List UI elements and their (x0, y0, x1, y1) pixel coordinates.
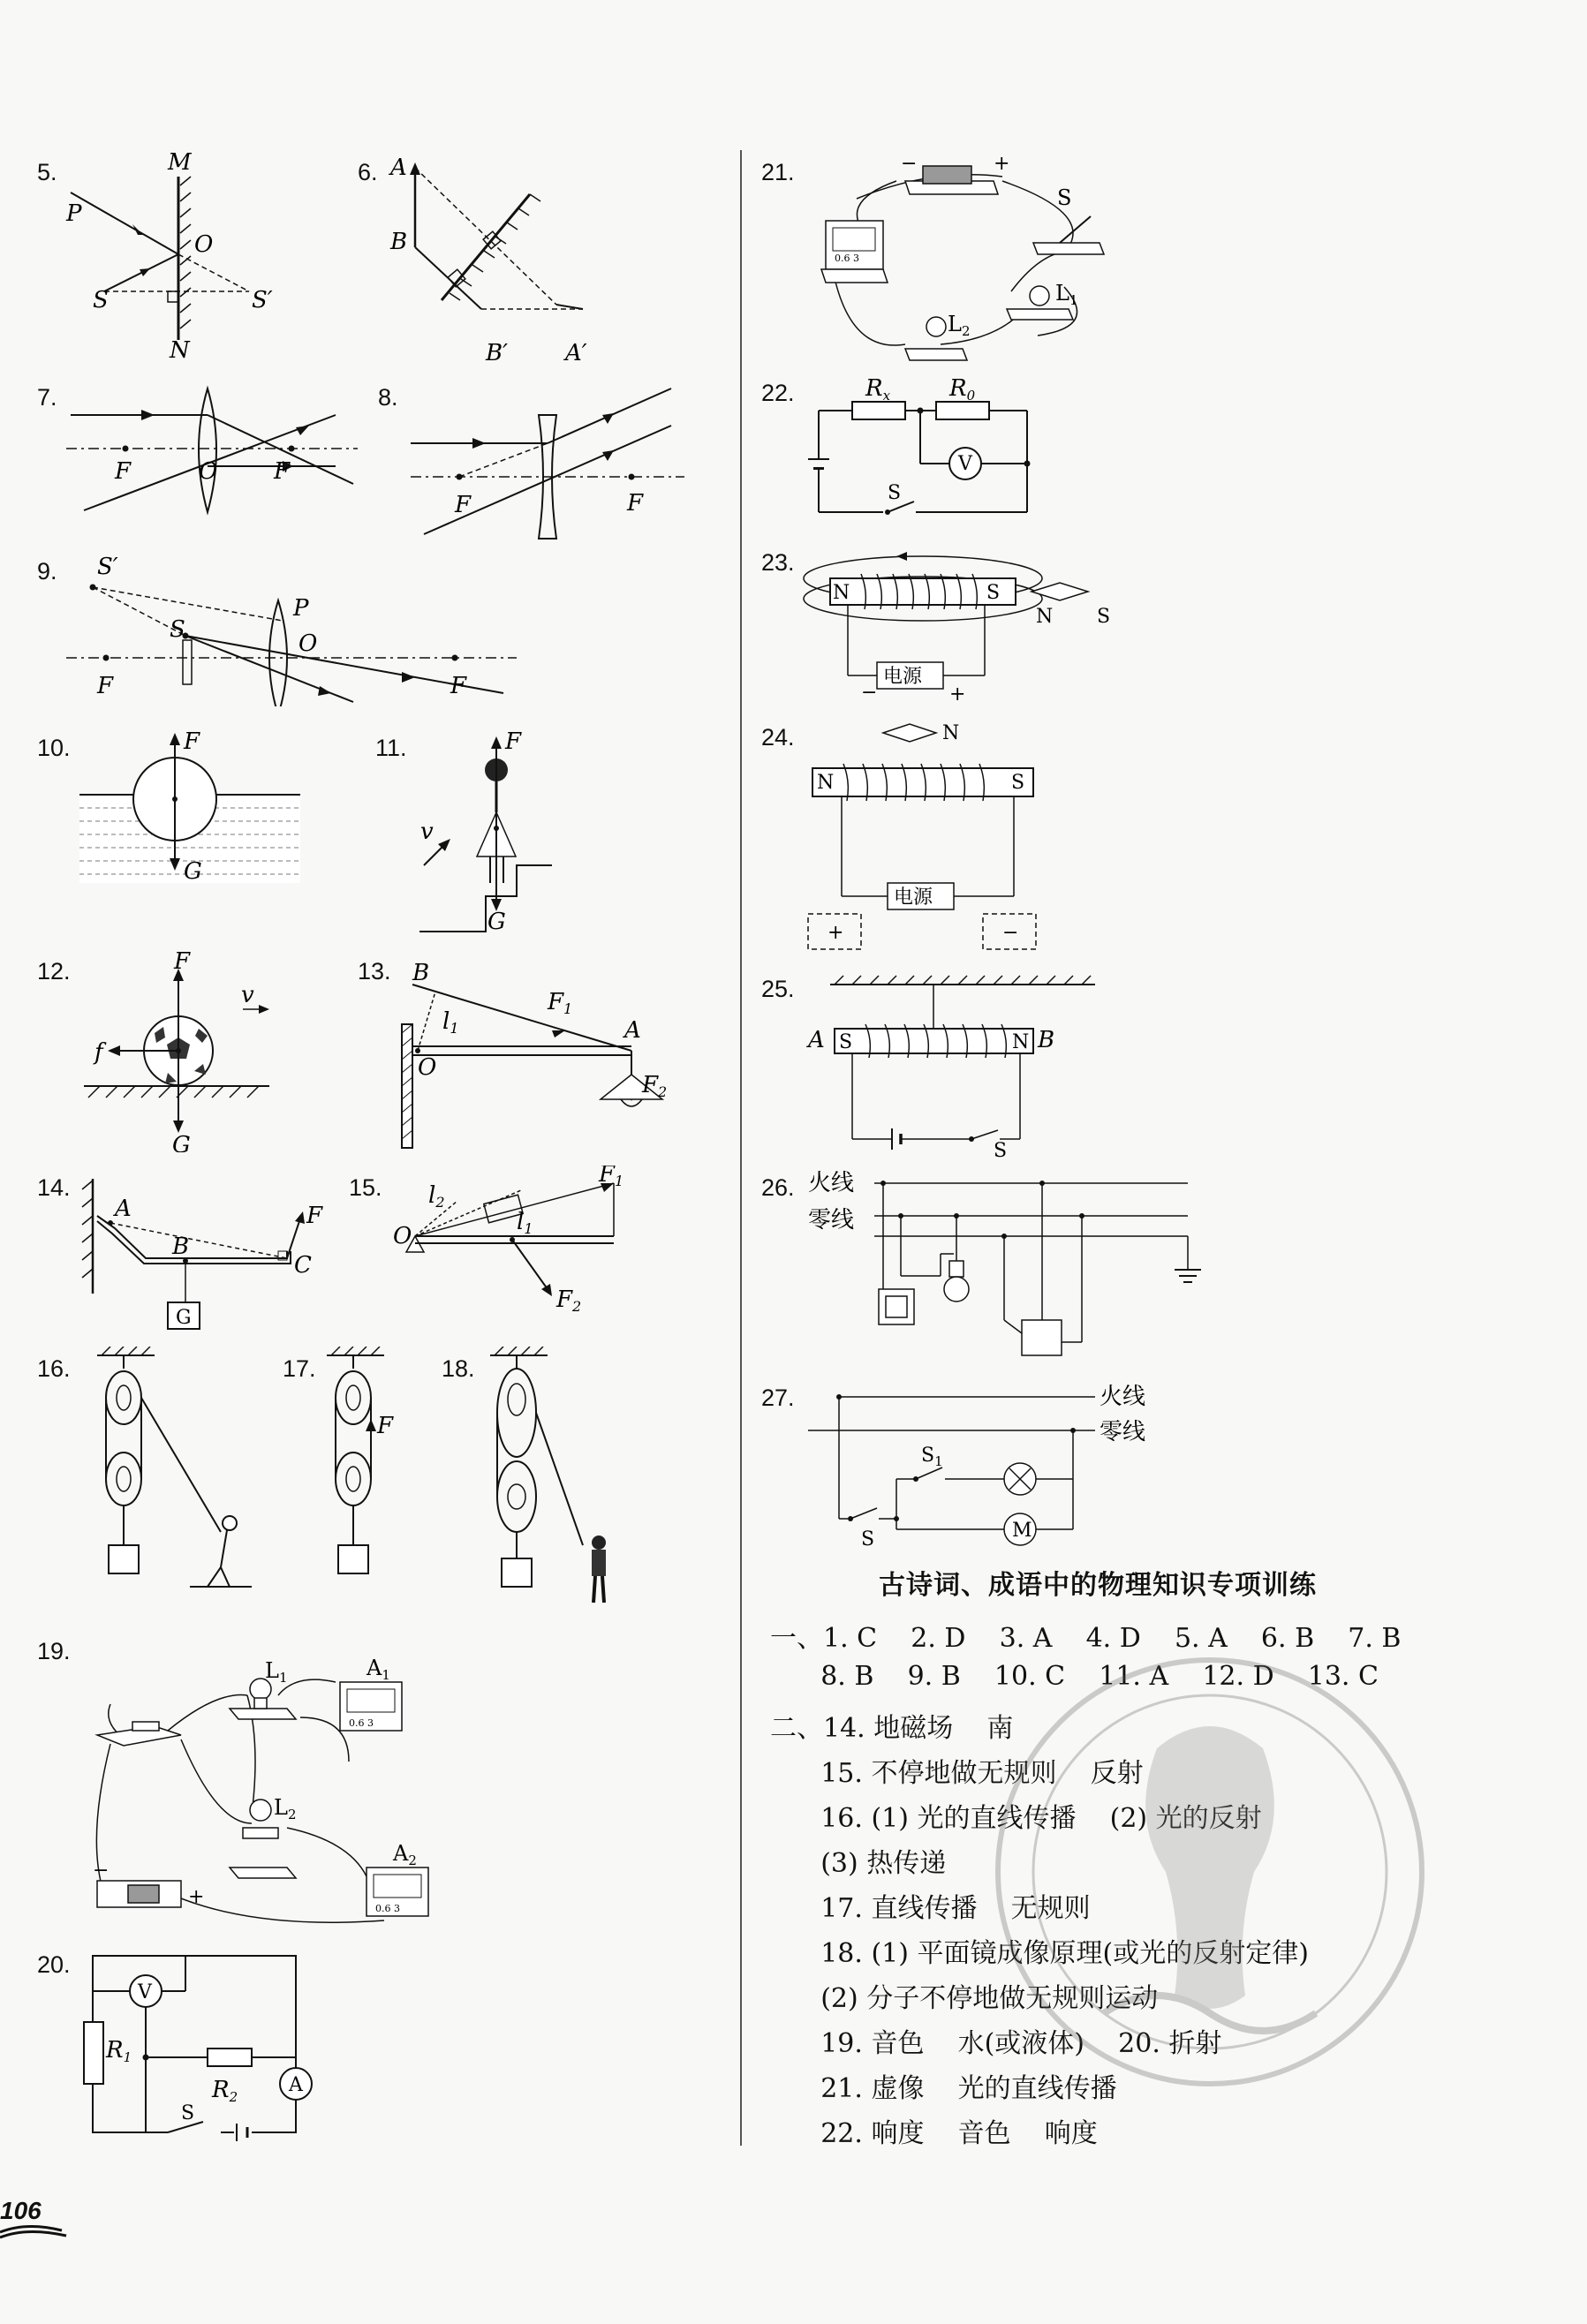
section-title: 古诗词、成语中的物理知识专项训练 (879, 1570, 1317, 1601)
answer-line-4: 15. 不停地做无规则 反射 (770, 1758, 1144, 1789)
q7-diagram (62, 380, 362, 521)
pole-S: S (986, 582, 1001, 604)
pole-N: N (833, 582, 850, 604)
q17-number: 17. (283, 1355, 316, 1382)
label-A-prime: A′ (565, 340, 587, 366)
q9-number: 9. (37, 558, 57, 585)
q15-number: 15. (349, 1174, 382, 1201)
q22-number: 22. (761, 380, 795, 406)
label-F: F (505, 728, 522, 755)
q16-diagram (84, 1347, 269, 1620)
switch-S: S (994, 1140, 1008, 1162)
neutral-wire-label: 零线 (1100, 1419, 1146, 1445)
label-F-right: F (274, 458, 291, 485)
label-F: F (174, 949, 191, 975)
q21-diagram (799, 150, 1135, 371)
answer-line-12: 22. 响度 音色 响度 (770, 2118, 1098, 2149)
q14-diagram (75, 1170, 340, 1347)
q5-diagram (62, 150, 300, 366)
q11-number: 11. (375, 735, 407, 761)
label-P: P (293, 595, 309, 622)
label-l1: l1 (442, 1008, 459, 1037)
label-F-left: F (455, 492, 472, 518)
answer-line-7: 17. 直线传播 无规则 (770, 1893, 1091, 1924)
label-B: B (390, 229, 408, 255)
q6-diagram (380, 150, 609, 371)
label-A2: $A_2$ (393, 1841, 417, 1868)
q11-diagram (406, 724, 583, 940)
q27-number: 27. (761, 1385, 795, 1411)
q5-number: 5. (37, 159, 57, 185)
q7-number: 7. (37, 384, 57, 411)
label-A1: $A_1$ (367, 1656, 390, 1683)
label-O: O (199, 458, 218, 485)
answer-line-5: 16. (1) 光的直线传播 (2) 光的反射 (770, 1803, 1262, 1834)
voltmeter-V: V (138, 1981, 152, 2003)
q24-diagram (799, 720, 1064, 962)
label-O: O (299, 630, 318, 657)
label-A: A (624, 1017, 641, 1044)
q25-diagram (804, 971, 1104, 1166)
label-v: v (420, 819, 434, 845)
q22-diagram (799, 371, 1055, 534)
label-S-prime: S′ (97, 554, 118, 580)
answer-line-1: 一、1. C 2. D 3. A 4. D 5. A 6. B 7. B (770, 1623, 1402, 1654)
q19-diagram (84, 1656, 437, 1943)
label-O: O (393, 1223, 412, 1249)
q19-number: 19. (37, 1638, 71, 1664)
compass-N: N (1036, 606, 1054, 628)
weight-G: G (176, 1307, 192, 1329)
label-F: F (306, 1203, 323, 1229)
label-M: M (168, 150, 192, 176)
label-F-left: F (97, 673, 114, 699)
q12-diagram (84, 949, 278, 1152)
seal-watermark-logo (980, 1642, 1440, 2119)
switch-S: S (861, 1528, 875, 1551)
label-f: f (94, 1039, 103, 1066)
label-O: O (418, 1054, 437, 1081)
answer-minus: − (1002, 922, 1019, 944)
label-F: F (184, 728, 200, 755)
answer-line-6: (3) 热传递 (770, 1848, 947, 1879)
q23-diagram (799, 543, 1117, 711)
label-S-prime: S′ (252, 287, 273, 313)
answer-line-8: 18. (1) 平面镜成像原理(或光的反射定律) (770, 1938, 1309, 1969)
battery-plus: + (188, 1886, 205, 1908)
label-A: A (390, 155, 407, 181)
q27-diagram (799, 1377, 1170, 1554)
label-F2: F2 (556, 1286, 582, 1315)
label-F1: F1 (599, 1166, 624, 1189)
label-L1: $L_1$ (1055, 281, 1078, 308)
q12-number: 12. (37, 958, 71, 985)
label-F2: F2 (642, 1072, 668, 1100)
q10-diagram (79, 724, 300, 892)
power-source: 电源 (894, 887, 933, 909)
label-R0: R0 (949, 375, 976, 404)
switch-S: S (181, 2102, 195, 2124)
neutral-wire-label: 零线 (808, 1207, 855, 1234)
label-F: F (377, 1413, 394, 1439)
power-source: 电源 (883, 666, 923, 688)
label-A: A (115, 1196, 132, 1222)
q8-diagram (406, 380, 689, 547)
pole-S: S (1011, 772, 1025, 794)
label-S: S (93, 287, 109, 313)
voltmeter-V: V (958, 453, 972, 475)
q21-number: 21. (761, 159, 795, 185)
ammeter-scale: 0.6 3 (835, 253, 859, 264)
pole-N: N (1012, 1031, 1030, 1053)
label-G: G (487, 909, 506, 935)
page-number: 106 (0, 2197, 71, 2241)
live-wire-label: 火线 (808, 1170, 855, 1196)
pole-N: N (817, 772, 835, 794)
label-N: N (170, 337, 190, 364)
pole-S: S (839, 1031, 853, 1053)
label-L2: $L_2$ (948, 312, 971, 339)
label-F-left: F (115, 458, 132, 485)
ammeter-scale-a2: 0.6 3 (375, 1903, 400, 1914)
label-F-right: F (627, 490, 644, 517)
battery-minus: − (901, 153, 918, 175)
q20-number: 20. (37, 1951, 71, 1978)
q6-number: 6. (358, 159, 378, 185)
q18-diagram (477, 1347, 636, 1620)
label-P: P (66, 200, 82, 227)
answer-plus: + (828, 922, 844, 944)
q15-diagram (389, 1166, 654, 1324)
label-G: G (172, 1132, 191, 1152)
q10-number: 10. (37, 735, 71, 761)
label-L2: $L_2$ (274, 1795, 297, 1822)
label-C: C (294, 1252, 312, 1279)
answer-line-11: 21. 虚像 光的直线传播 (770, 2073, 1117, 2104)
compass-N: N (942, 722, 960, 744)
switch-S: S (1057, 185, 1072, 210)
label-B: B (1038, 1027, 1055, 1053)
label-l1: l1 (517, 1209, 533, 1237)
label-Rx: Rx (865, 375, 891, 404)
q13-number: 13. (358, 958, 391, 985)
q16-number: 16. (37, 1355, 71, 1382)
label-v: v (241, 982, 254, 1008)
q14-number: 14. (37, 1174, 71, 1201)
live-wire-label: 火线 (1100, 1384, 1146, 1410)
switch-S1: $S_1$ (921, 1445, 943, 1469)
power-minus: − (861, 682, 878, 704)
q20-diagram (79, 1947, 318, 2146)
q26-diagram (808, 1166, 1214, 1377)
label-L1: $L_1$ (265, 1658, 288, 1686)
q9-diagram (62, 552, 530, 706)
ammeter-A: A (289, 2074, 303, 2096)
label-S: S (170, 616, 185, 643)
q17-diagram (314, 1347, 428, 1620)
label-B-prime: B′ (486, 340, 509, 366)
q23-number: 23. (761, 549, 795, 576)
q13-diagram (393, 949, 676, 1152)
label-F1: F1 (548, 989, 573, 1017)
label-A: A (808, 1027, 825, 1053)
ammeter-scale-a1: 0.6 3 (349, 1717, 374, 1729)
label-B: B (412, 960, 430, 986)
q24-number: 24. (761, 724, 795, 751)
battery-minus: − (93, 1860, 110, 1882)
label-R1: R1 (106, 2037, 132, 2065)
q26-number: 26. (761, 1174, 795, 1201)
q18-number: 18. (442, 1355, 475, 1382)
switch-S: S (888, 482, 902, 504)
answer-line-10: 19. 音色 水(或液体) 20. 折射 (770, 2028, 1222, 2059)
label-l2: l2 (428, 1182, 445, 1211)
q25-number: 25. (761, 976, 795, 1002)
label-O: O (194, 231, 214, 258)
battery-plus: + (994, 153, 1010, 175)
power-plus: + (949, 683, 966, 706)
label-G: G (184, 858, 202, 885)
column-divider (740, 150, 742, 2146)
answer-line-3: 二、14. 地磁场 南 (770, 1713, 1014, 1744)
motor-M: M (1012, 1520, 1032, 1542)
label-F-right: F (450, 673, 467, 699)
compass-S: S (1097, 606, 1111, 628)
q8-number: 8. (378, 384, 398, 411)
label-R2: R2 (212, 2077, 238, 2105)
answer-line-2: 8. B 9. B 10. C 11. A 12. D 13. C (770, 1661, 1379, 1692)
answer-line-9: (2) 分子不停地做无规则运动 (770, 1983, 1159, 2014)
label-B: B (172, 1234, 190, 1260)
